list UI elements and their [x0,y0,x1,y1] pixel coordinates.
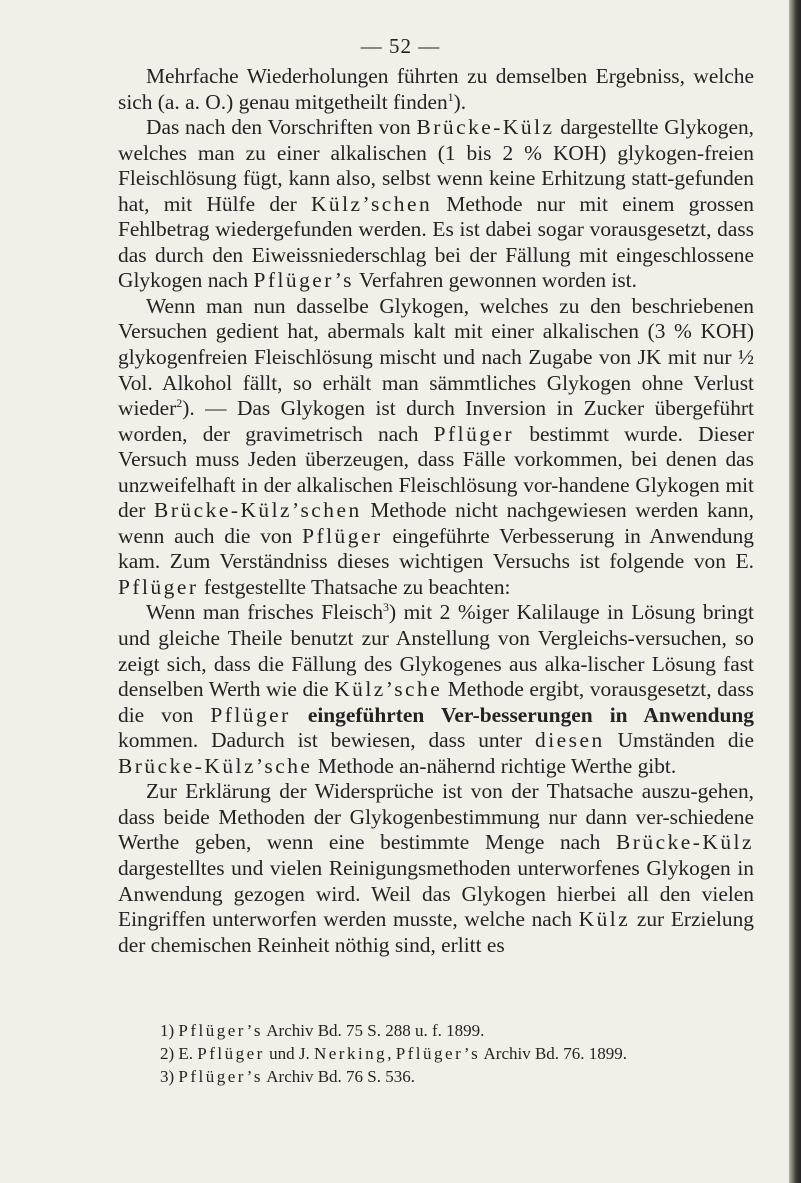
text-run: ) mit 2 %iger Kalilauge in Lösung bringt und gleiche Theile benutzt zur Anstellung von Vergleichs-versuchen, so zeigt sich, dass die Fällung des Glykogenes aus alka-lischer Lösung fast denselben Werth wie die [118,600,755,702]
text-run: bestimmt wurde. Dieser Versuch muss Jeden überzeugen, dass Fälle vorkommen, bei denen das unzweifelhaft in der alkalischen Fleischlösung vor-handene Glykogen mit der [118,421,754,523]
paragraph [118,294,754,601]
text-run: kommen. Dadurch ist bewiesen, dass unter [118,728,536,753]
emphasis-text: Brücke-Külz’sche [118,753,313,778]
text-run: dargestellte Glykogen, welches man zu einer alkalischen (1 bis 2 % KOH) glykogen-freien Fleischlösung fügt, kann also, selbst wenn keine Erhitzung statt-gefunden hat, mit Hülfe der [118,115,755,216]
text-run: Archiv Bd. 75 S. 288 u. f. 1899. [262,1021,485,1040]
emphasis-text: Nerking [313,1043,388,1063]
text-run: Wenn man frisches Fleisch [146,600,384,625]
text-run: Zur Erklärung der Widersprüche ist von der Thatsache auszu-gehen, dass beide Methoden der Glykogenbestimmung nur dann ver-schiedene Werthe geben, wenn eine bestimmte Menge nach [118,779,754,855]
body-text [118,64,754,958]
text-run: Verfahren gewonnen worden ist. [353,268,637,293]
text-run: Methode an-nähernd richtige Werthe gibt. [312,753,677,778]
emphasis-text: Pflüger’s [253,268,354,293]
emphasis-text: Pflüger [302,523,383,548]
footnote [160,1066,760,1089]
text-run: zur Erzielung der chemischen Reinheit nöthig sind, erlitt es [118,907,754,957]
text-run: festgestellte Thatsache zu beachten: [198,574,511,599]
text-run: Methode ergibt, vorausgesetzt, dass die von [118,677,754,727]
text-run: , [387,1043,396,1063]
emphasis-text: diesen [535,728,605,753]
text-run: 3) [160,1066,179,1086]
emphasis-text: eingeführten Ver-besserungen in Anwendung [307,702,754,727]
emphasis-text: Külz [578,907,631,932]
emphasis-text: Pflüger [118,574,199,599]
page-edge-shadow [789,0,801,1183]
text-run: Umständen die [604,728,754,753]
emphasis-text: Pflüger’s [178,1021,263,1040]
text-run: eingeführte Verbesserung in Anwendung kam. Zum Verständniss dieses wichtigen Versuchs ist folgende von E. [118,523,754,574]
paragraph [118,600,754,779]
text-run: Wenn man nun dasselbe Glykogen, welches zu den beschriebenen Versuchen gedient hat, abermals kalt mit einer alkalischen (3 % KOH) glykogenfreien Fleischlösung mischt und nach Zugabe von JK mit nur ½ Vol. Alkohol fällt, so erhält man sämmtliches Glykogen ohne Verlust wieder [118,293,754,421]
emphasis-text: Pflüger’s [178,1066,263,1086]
emphasis-text: Külz’sche [334,677,443,702]
text-run: dargestelltes und vielen Reinigungsmethoden unterworfenes Glykogen in Anwendung gezogen wird. Weil das Glykogen hierbei all den vielen Eingriffen unterworfen werden musste, welche nach [118,855,754,932]
page-number: — 52 — [360,34,441,58]
text-run: 2) E. [160,1043,198,1063]
text-run: Archiv Bd. 76 S. 536. [262,1066,415,1086]
footnotes [160,1020,760,1088]
footnote-ref: 3 [383,600,390,615]
emphasis-text: Brücke-Külz’schen [154,498,362,523]
text-run: Methode nicht nachgewiesen werden kann, wenn auch die von [118,498,754,548]
paragraph [118,779,754,958]
footnote-ref: 1 [447,89,454,104]
emphasis-text: Pflüger [197,1043,265,1063]
text-run: Methode nur mit einem grossen Fehlbetrag wiedergefunden werden. Es ist dabei sogar vorausgesetzt, dass das durch den Eiweissniederschlag bei der Fällung mit eingeschlossene Glykogen nach [118,191,754,293]
text-run: Das nach den Vorschriften von [146,115,417,140]
text-run: ). — Das Glykogen ist durch Inversion in Zucker übergeführt worden, der gravimetrisch nach [118,396,754,446]
emphasis-text: Pflüger’s [395,1043,481,1063]
emphasis-text: Brücke-Külz [416,115,555,140]
emphasis-text: Pflüger [210,702,291,727]
text-run: und J. [264,1043,314,1063]
emphasis-text: Brücke-Külz [616,830,754,855]
emphasis-text: Pflüger [433,421,515,446]
footnote [160,1020,760,1043]
footnote-ref: 2 [176,396,183,411]
text-run [291,703,308,727]
paragraph [118,64,754,115]
paragraph [118,115,754,294]
text-run: 1) [160,1021,179,1040]
text-run: ). [453,89,467,114]
text-run: Archiv Bd. 76. 1899. [480,1043,628,1063]
text-run: Mehrfache Wiederholungen führten zu demselben Ergebniss, welche sich (a. a. O.) genau mitgetheilt finden [118,64,754,114]
emphasis-text: Külz’schen [310,191,433,216]
footnote [160,1043,760,1066]
